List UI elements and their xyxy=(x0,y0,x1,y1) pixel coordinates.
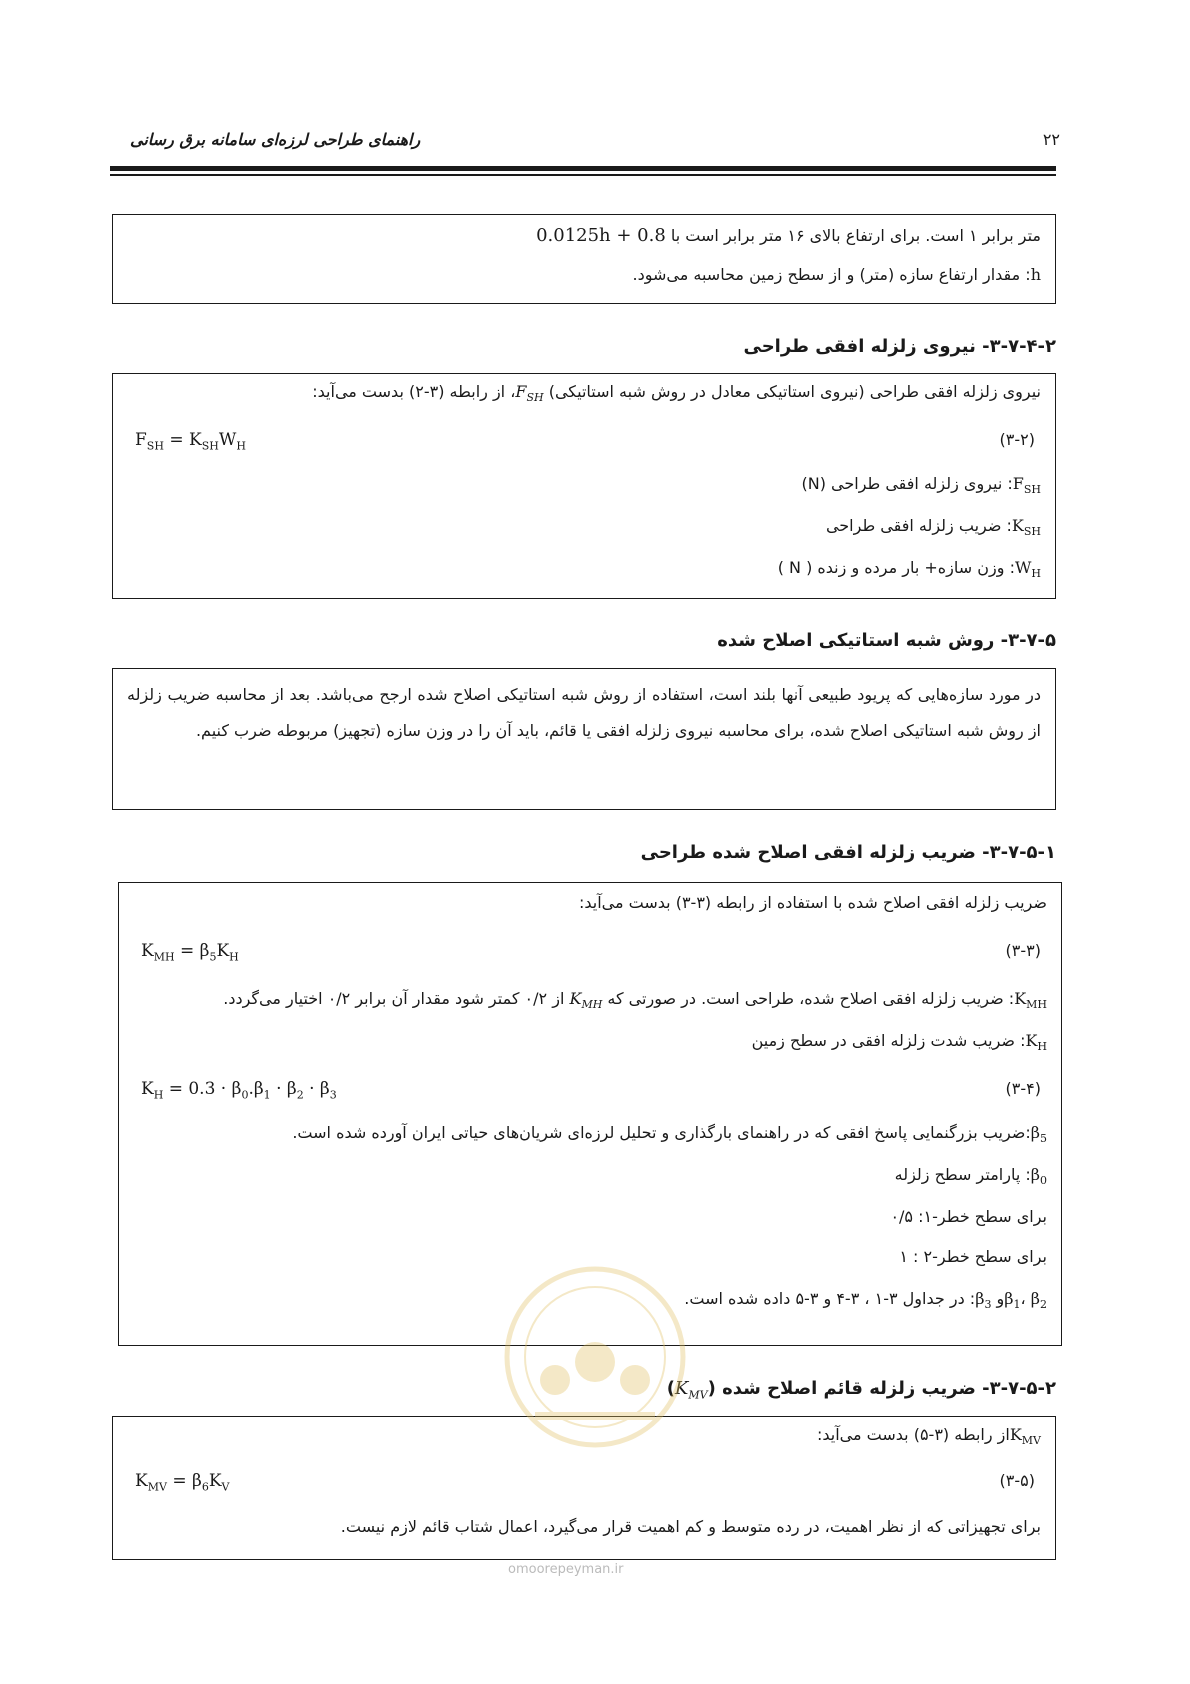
definition-kmh: $K_{MH}$: ضریب زلزله افقی اصلاح شده، طراحی است. در صورتی که $K_{MH}$ از ۰/۲ کمتر شود مقدار آن برابر ۰/۲ اختیار می‌گردد. xyxy=(223,989,1047,1012)
equation-number-3-5: (۳-۵) xyxy=(999,1471,1035,1490)
watermark-url: omoorepeyman.ir xyxy=(508,1562,624,1577)
equation-3-5: $K_{MV} = \beta_6K_V$ xyxy=(135,1471,230,1494)
definition-beta123: $\beta_1،$ $\beta_2و$ $\beta_3$: در جداول ۳-۱ ، ۳-۴ و ۳-۵ داده شده است. xyxy=(684,1289,1047,1312)
equation-number-3-3: (۳-۳) xyxy=(1005,941,1041,960)
height-formula: 0.0125h + 0.8 xyxy=(536,225,666,246)
kmh-intro: ضریب زلزله افقی اصلاح شده با استفاده از رابطه (۳-۳) بدست می‌آید: xyxy=(578,893,1047,912)
equation-number-3-4: (۳-۴) xyxy=(1005,1079,1041,1098)
definition-ksh: $K_{SH}$: ضریب زلزله افقی طراحی xyxy=(825,516,1041,539)
force-intro: نیروی زلزله افقی طراحی (نیروی استاتیکی معادل در روش شبه استاتیکی) $F_{SH}،$ از رابطه (۳-۲) بدست می‌آید: xyxy=(312,382,1041,405)
header-rule-thin xyxy=(110,174,1056,176)
equation-3-3: $K_{MH} = \beta_5K_H$ xyxy=(141,941,239,964)
section-heading-3-7-4-2: ۳-۷-۴-۲- نیروی زلزله افقی طراحی xyxy=(743,336,1056,357)
risk-level-2: برای سطح خطر-۲ : ۱ xyxy=(899,1247,1047,1266)
risk-level-1: برای سطح خطر-۱: ۰/۵ xyxy=(890,1207,1047,1226)
running-header-title: راهنمای طراحی لرزه‌ای سامانه برق رسانی xyxy=(130,130,421,149)
design-force-box xyxy=(112,373,1056,599)
header-rule-thick xyxy=(110,166,1056,171)
equation-3-4: $K_H = 0.3 \cdot \beta_0.\beta_1 \cdot \beta_2 \cdot \beta_3$ xyxy=(141,1079,337,1102)
continuation-box xyxy=(112,214,1056,304)
definition-kh: $K_H$: ضریب شدت زلزله افقی در سطح زمین xyxy=(751,1031,1047,1054)
equation-number-3-2: (۳-۲) xyxy=(999,430,1035,449)
section-heading-3-7-5-1: ۳-۷-۵-۱- ضریب زلزله افقی اصلاح شده طراحی xyxy=(640,842,1056,863)
box1-line2: h: مقدار ارتفاع سازه (متر) و از سطح زمین محاسبه می‌شود. xyxy=(632,265,1041,284)
kmv-intro: $K_{MV}از$ رابطه (۳-۵) بدست می‌آید: xyxy=(816,1425,1041,1448)
page-number: ۲۲ xyxy=(1042,130,1060,149)
vertical-note: برای تجهیزاتی که از نظر اهمیت، در رده متوسط و کم اهمیت قرار می‌گیرد، اعمال شتاب قائم لازم نیست. xyxy=(340,1517,1041,1536)
definition-fsh: $F_{SH}$: نیروی زلزله افقی طراحی (N) xyxy=(801,474,1041,497)
definition-wh: $W_H$: وزن سازه+ بار مرده و زنده ( N ) xyxy=(777,558,1041,581)
equation-3-2: $F_{SH} = K_{SH}W_H$ xyxy=(135,430,246,453)
box1-line1: متر برابر ۱ است. برای ارتفاع بالای ۱۶ متر برابر است با 0.0125h + 0.8 xyxy=(536,225,1041,246)
section-heading-3-7-5: ۳-۷-۵- روش شبه استاتیکی اصلاح شده xyxy=(717,630,1056,651)
section-heading-3-7-5-2: ۳-۷-۵-۲- ضریب زلزله قائم اصلاح شده $(K_{MV})$ xyxy=(666,1378,1056,1402)
modified-method-box xyxy=(112,668,1056,810)
definition-beta5: $\beta_5:ضریب$ بزرگنمایی پاسخ افقی که در راهنمای بارگذاری و تحلیل لرزه‌ای شریان‌های حیاتی ایران آورده شده است. xyxy=(292,1123,1047,1146)
modified-method-paragraph: در مورد سازه‌هایی که پریود طبیعی آنها بلند است، استفاده از روش شبه استاتیکی اصلاح شده ارجح می‌باشد. بعد از محاسبه ضریب زلزله از روش شبه استاتیکی اصلاح شده، برای محاسبه نیروی زلزله افقی یا قائم، باید آن را در وزن سازه (تجهیز) مربوطه ضرب کنیم. xyxy=(127,685,1041,740)
definition-beta0: $\beta_0$: پارامتر سطح زلزله xyxy=(894,1165,1047,1188)
watermark-logo xyxy=(495,1262,695,1452)
